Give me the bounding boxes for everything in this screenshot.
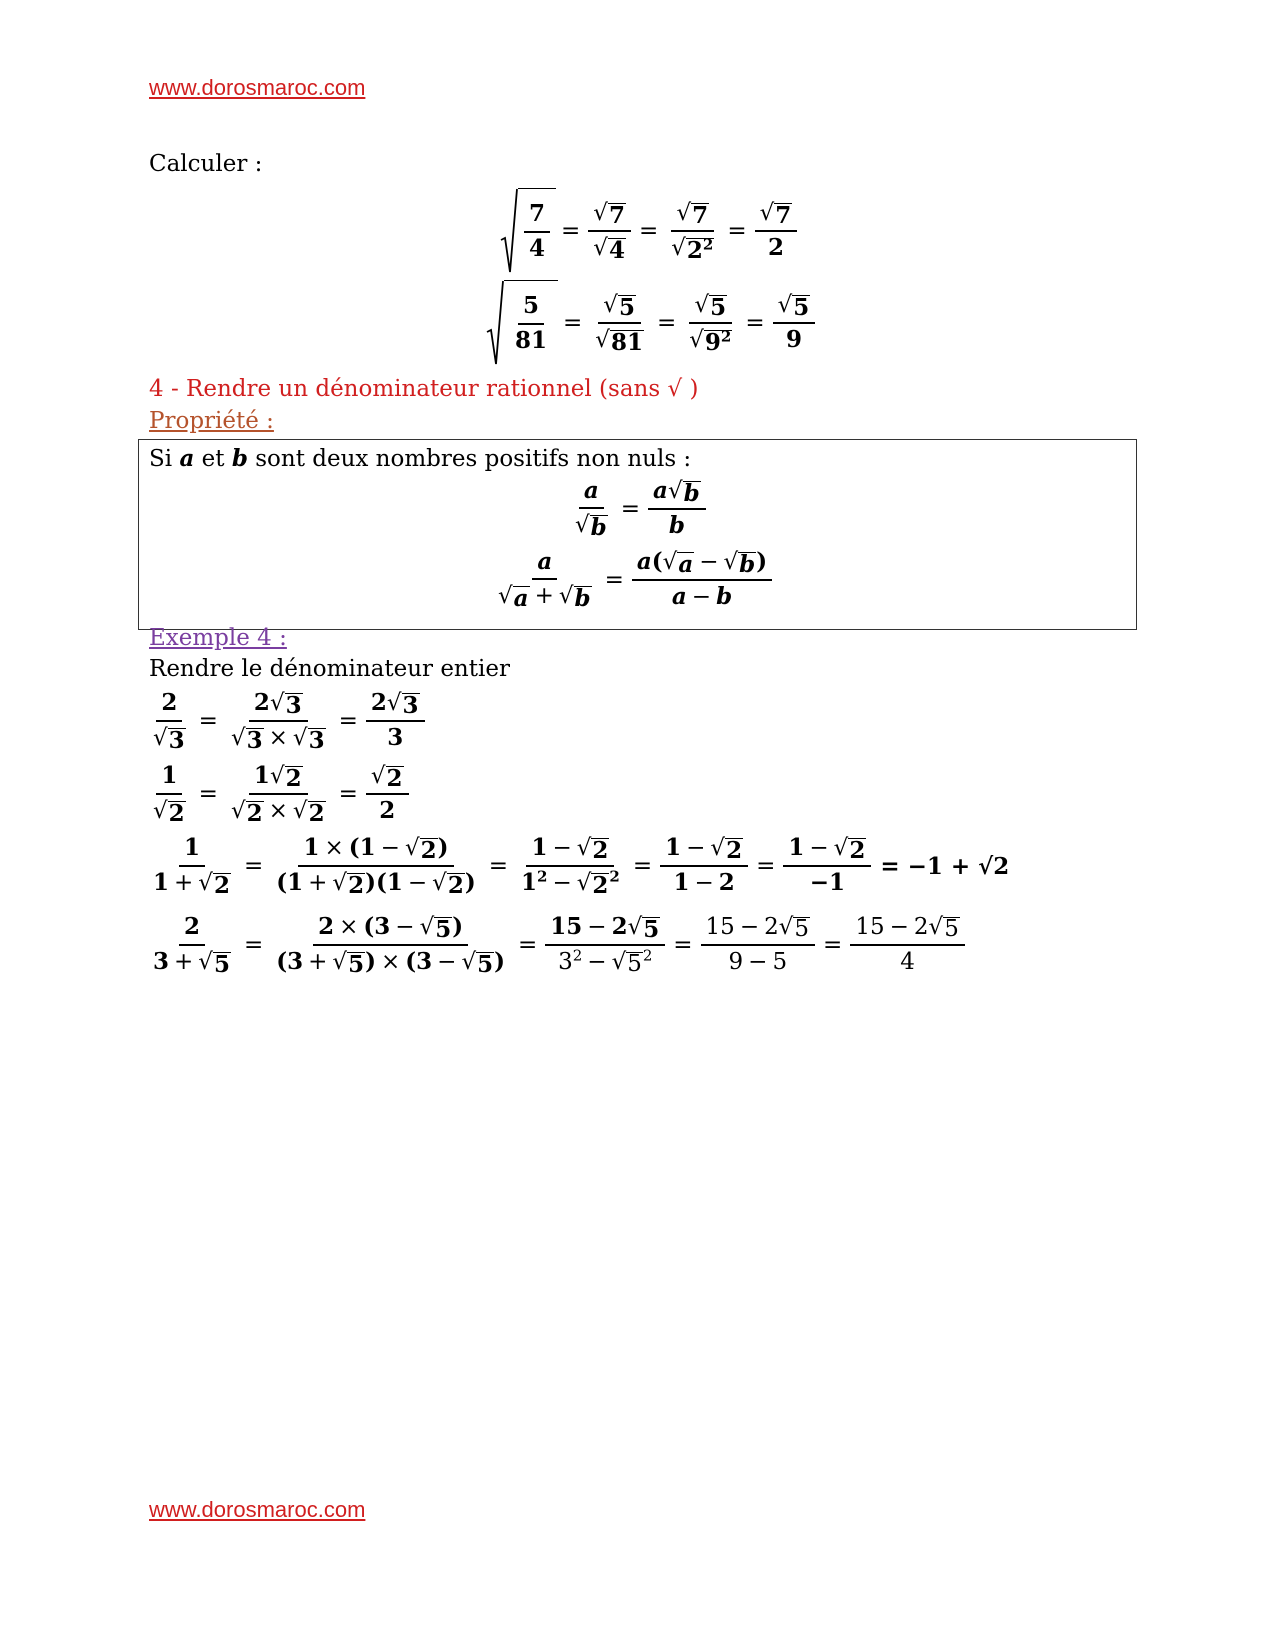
property-label: Propriété : <box>149 408 274 434</box>
formula-single-root: a √ b = a √ b b <box>567 478 709 539</box>
property-statement: Si a et b sont deux nombres positifs non nuls : <box>149 445 692 472</box>
example-equation-3: 1 1 + √ 2 = 1 × (1 − √ 2 ) (1 + √ 2 )(1 − √ 2 ) = 1 − √ 2 $1^2$ − √ 2 $^2$ = 1 − √ 2 1 − 2 = 1 − √ 2 −1 = −1 + √2 <box>153 834 1010 899</box>
equation-sqrt-5-81: $\frac{5}{81}$ = √ 5 √ 81 = √ 5 √ $9^2$ = √ 5 9 <box>486 280 818 366</box>
footer-link[interactable]: www.dorosmaroc.com <box>149 1497 366 1522</box>
example-equation-4: 2 3 + √ 5 = 2 × (3 − √ 5 ) (3 + √ 5 ) × (3 − √ 5 ) = 15 − 2 √ 5 $3^2$ − √ 5 $^2$ = 15 − 2 √ 5 9 − 5 = 15 − 2 √ 5 4 <box>145 914 968 976</box>
example-instruction: Rendre le dénominateur entier <box>149 656 510 682</box>
equation-sqrt-7-4: $\frac{7}{4}$ = √ 7 √ 4 = √ 7 √ $2^2$ = √ 7 2 <box>500 188 800 274</box>
formula-sum-roots: a √ a + √ b = a( √ a − √ b ) a − b <box>490 549 775 610</box>
example-equation-1: 2 √ 3 = 2 √ 3 √ 3 × √ 3 = 2 √ 3 3 <box>145 690 428 752</box>
calculer-label: Calculer : <box>149 151 263 177</box>
example-label: Exemple 4 : <box>149 625 287 651</box>
example-equation-2: 1 √ 2 = 1 √ 2 √ 2 × √ 2 = √ 2 2 <box>145 763 412 825</box>
header-link[interactable]: www.dorosmaroc.com <box>149 75 366 100</box>
section-title: 4 - Rendre un dénominateur rationnel (sans √ ) <box>149 376 699 402</box>
